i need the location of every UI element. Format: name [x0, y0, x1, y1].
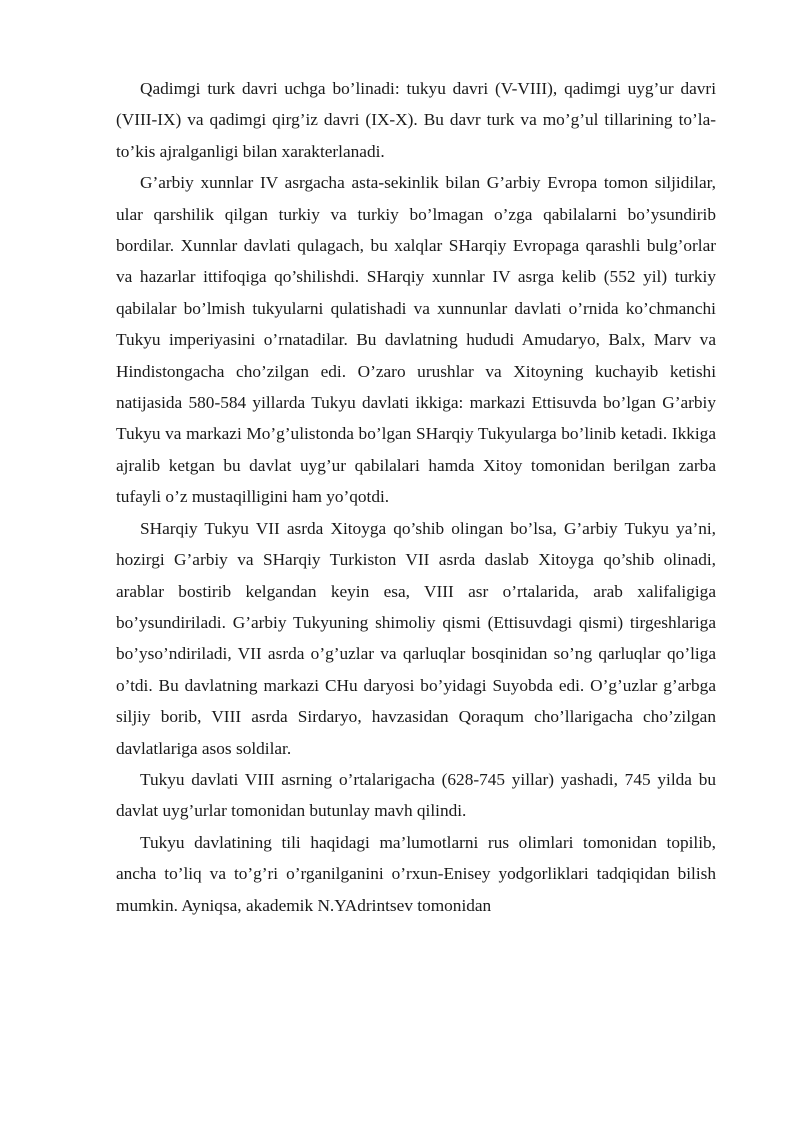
- document-page: [116, 73, 716, 921]
- paragraph-4: Tukyu davlati VIII asrning o’rtalarigacha (628-745 yillar) yashadi, 745 yilda bu davlat uyg’urlar tomonidan butunlay mavh qilindi.: [116, 769, 716, 821]
- paragraph-2: G’arbiy xunnlar IV asrgacha asta-sekinlik bilan G’arbiy Evropa tomon siljidilar, ular qarshilik qilgan turkiy va turkiy bo’lmagan o’zga qabilalarni bo’ysundirib bordilar. Xunnlar davlati qulagach, bu xalqlar SHarqiy Evropaga qarashli bulg’orlar va hazarlar ittifoqiga qo’shilishdi. SHarqiy xunnlar IV asrga kelib (552 yil) turkiy qabilalar bo’lmish tukyularni qulatishadi va xunnunlar davlati o’rnida ko’chmanchi Tukyu imperiyasini o’rnatadilar. Bu davlatning hududi Amudaryo, Balx, Marv va Hindistongacha cho’zilgan edi. O’zaro urushlar va Xitoyning kuchayib ketishi natijasida 580-584 yillarda Tukyu davlati ikkiga: markazi Ettisuvda bo’lgan G’arbiy Tukyu va markazi Mo’g’ulistonda bo’lgan SHarqiy Tukyularga bo’linib ketadi. Ikkiga ajralib ketgan bu davlat uyg’ur qabilalari hamda Xitoy tomonidan berilgan zarba tufayli o’z mustaqilligini ham yo’qotdi.: [116, 173, 716, 507]
- paragraph-3: SHarqiy Tukyu VII asrda Xitoyga qo’shib olingan bo’lsa, G’arbiy Tukyu ya’ni, hozirgi G’arbiy va SHarqiy Turkiston VII asrda daslab Xitoyga qo’shib olinadi, arablar bostirib kelgandan keyin esa, VIII asr o’rtalarida, arab xalifaligiga bo’ysundiriladi. G’arbiy Tukyuning shimoliy qismi (Ettisuvdagi qismi) tirgeshlariga bo’yso’ndiriladi, VII asrda o’g’uzlar va qarluqlar bosqinidan so’ng qarluqlar qo’liga o’tdi. Bu davlatning markazi CHu daryosi bo’yidagi Suyobda edi. O’g’uzlar g’arbga siljiy borib, VIII asrda Sirdaryo, havzasidan Qoraqum cho’llarigacha cho’zilgan davlatlariga asos soldilar.: [116, 518, 716, 758]
- paragraph-1: Qadimgi turk davri uchga bo’linadi: tukyu davri (V-VIII), qadimgi uyg’ur davri (VIII-IX) va qadimgi qirg’iz davri (IX-X). Bu davr turk va mo’g’ul tillarining to’la-to’kis ajralganligi bilan xarakterlanadi.: [116, 79, 716, 161]
- paragraph-5: Tukyu davlatining tili haqidagi ma’lumotlarni rus olimlari tomonidan topilib, ancha to’liq va to’g’ri o’rganilganini o’rxun-Enisey yodgorliklari tadqiqidan bilish mumkin. Ayniqsa, akademik N.YAdrintsev tomonidan: [116, 832, 716, 915]
